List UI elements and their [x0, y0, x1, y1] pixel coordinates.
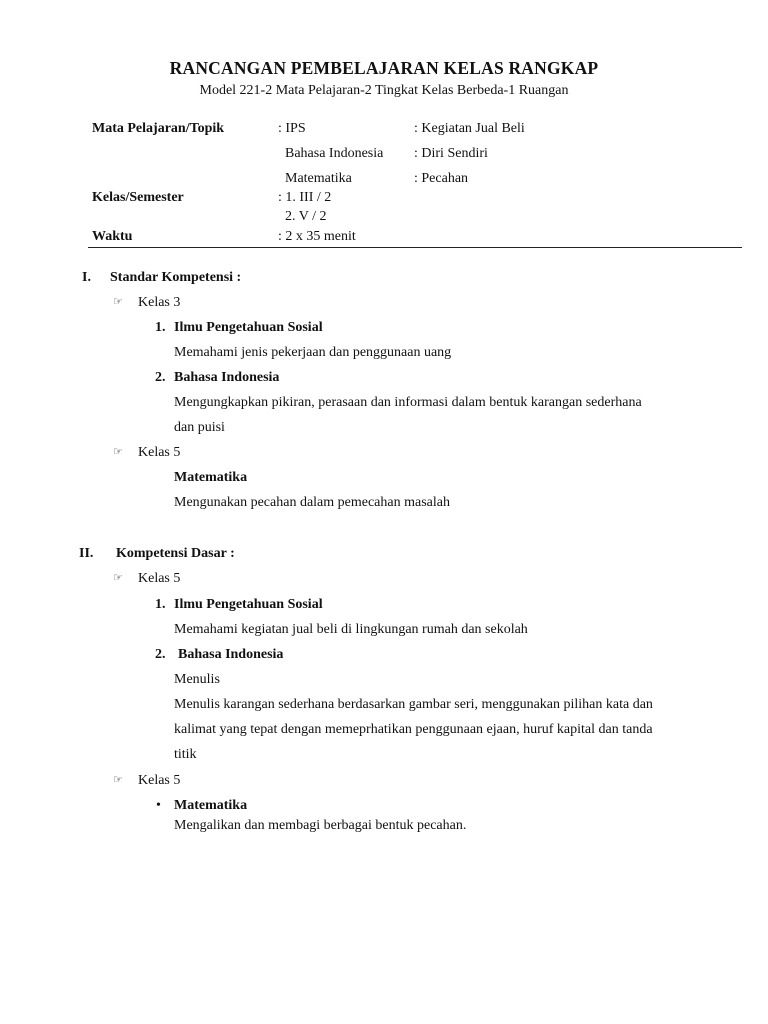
- document-title: RANCANGAN PEMBELAJARAN KELAS RANGKAP: [169, 58, 599, 78]
- pointing-hand-icon: ☞: [113, 445, 123, 458]
- bullet-icon: •: [156, 798, 161, 813]
- list-marker: 1.: [155, 597, 166, 612]
- s2-bi-text-line1: Menulis: [174, 672, 220, 687]
- s1-mat-text: Mengunakan pecahan dalam pemecahan masalah: [174, 495, 450, 510]
- topic-ips: : Kegiatan Jual Beli: [414, 121, 525, 136]
- section-2-numeral: II.: [79, 546, 94, 561]
- s2-mat-text: Mengalikan dan membagi berbagai bentuk pecahan.: [174, 818, 467, 833]
- section-1-numeral: I.: [82, 270, 91, 285]
- s1-bi-title: Bahasa Indonesia: [174, 370, 280, 385]
- section-2-kelas-5a: Kelas 5: [138, 571, 181, 586]
- pointing-hand-icon: ☞: [113, 295, 123, 308]
- s2-bi-text-line3: kalimat yang tepat dengan memeprhatikan penggunaan ejaan, huruf kapital dan tanda: [174, 722, 653, 737]
- subject-bahasa-indonesia: Bahasa Indonesia: [285, 146, 384, 161]
- s1-mat-title: Matematika: [174, 470, 248, 485]
- waktu-value: : 2 x 35 menit: [278, 229, 356, 244]
- list-marker: 2.: [155, 370, 166, 385]
- section-1-kelas-5: Kelas 5: [138, 445, 181, 460]
- s2-bi-title: Bahasa Indonesia: [178, 647, 284, 662]
- section-1-heading: Standar Kompetensi :: [110, 270, 242, 285]
- section-1-kelas-3: Kelas 3: [138, 295, 181, 310]
- list-marker: 2.: [155, 647, 166, 662]
- kelas-value-1: : 1. III / 2: [278, 190, 332, 205]
- list-marker: 1.: [155, 320, 166, 335]
- document-subtitle: Model 221-2 Mata Pelajaran-2 Tingkat Kelas Berbeda-1 Ruangan: [199, 83, 569, 98]
- topic-bahasa-indonesia: : Diri Sendiri: [414, 146, 488, 161]
- s2-bi-text-line4: titik: [174, 747, 197, 762]
- kelas-semester-label: Kelas/Semester: [92, 190, 184, 205]
- kelas-value-2: 2. V / 2: [285, 209, 327, 224]
- section-2-kelas-5b: Kelas 5: [138, 773, 181, 788]
- s1-bi-text-line1: Mengungkapkan pikiran, perasaan dan informasi dalam bentuk karangan sederhana: [174, 395, 642, 410]
- divider-line: [88, 247, 742, 248]
- s1-ips-text: Memahami jenis pekerjaan dan penggunaan uang: [174, 345, 452, 360]
- s1-bi-text-line2: dan puisi: [174, 420, 225, 435]
- section-2-heading: Kompetensi Dasar :: [116, 546, 235, 561]
- subject-ips: : IPS: [278, 121, 306, 136]
- subject-matematika: Matematika: [285, 171, 352, 186]
- pointing-hand-icon: ☞: [113, 571, 123, 584]
- s2-bi-text-line2: Menulis karangan sederhana berdasarkan gambar seri, menggunakan pilihan kata dan: [174, 697, 653, 712]
- mata-pelajaran-label: Mata Pelajaran/Topik: [92, 121, 225, 136]
- s2-mat-title: Matematika: [174, 798, 248, 813]
- topic-matematika: : Pecahan: [414, 171, 469, 186]
- s2-ips-title: Ilmu Pengetahuan Sosial: [174, 597, 323, 612]
- waktu-label: Waktu: [92, 229, 133, 244]
- s2-ips-text: Memahami kegiatan jual beli di lingkungan rumah dan sekolah: [174, 622, 528, 637]
- pointing-hand-icon: ☞: [113, 773, 123, 786]
- s1-ips-title: Ilmu Pengetahuan Sosial: [174, 320, 323, 335]
